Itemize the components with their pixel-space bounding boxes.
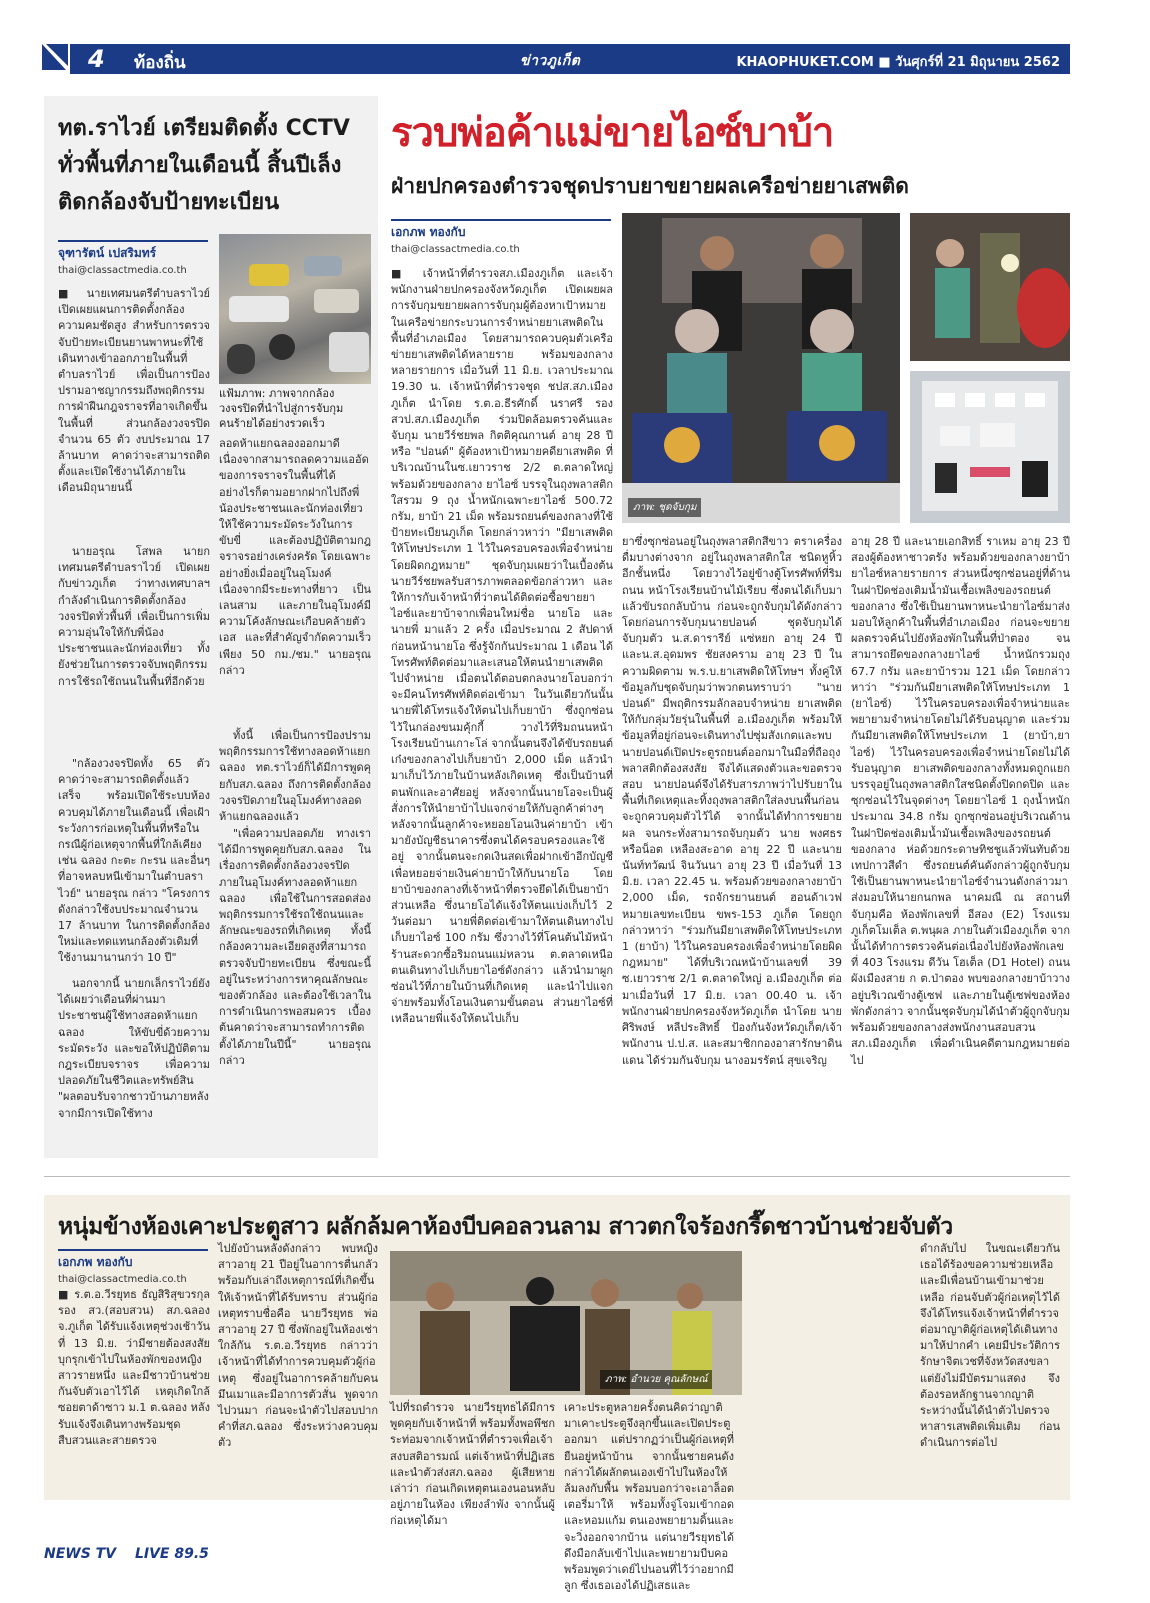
corner-logo-icon (40, 40, 70, 74)
main-subheadline: ฝ่ายปกครองตำรวจชุดปราบยาขยายผลเครือข่ายยาเสพติด (391, 174, 909, 198)
page-number: 4 (88, 45, 105, 73)
main-headline: รวบพ่อค้าแม่ขายไอซ์บาบ้า (391, 110, 834, 156)
bottom-story-byline (58, 1249, 208, 1285)
main-col3: อายุ 28 ปี และนายเอกสิทธิ์ ราเหม อายุ 23 ปี สองผู้ต้องหาชาวตรัง พร้อมด้วยของกลางยาบ้ายาไอซ์หลายรายการ ส่วนหนึ่งซุกซ่อนอยู่ที่ด้านในฝาปิดช่องเติมน้ำมันเชื้อเพลิงของรถยนต์ของกลาง ซึ่งใช้เป็นยานพาหนะนำยาไอซ์มาส่งมอบให้ลูกค้าในพื้นที่อำเภอเมือง ก่อนจะขยายผลตรวจค้นไปยังห้องพักในพื้นที่ป่าตอง จนสามารถยึดของกลางยาไอซ์ น้ำหนักรวมถุง 67.7 กรัม และยาบ้ารวม 121 เม็ด โดยกล่าวหาว่า "ร่วมกันมียาเสพติดให้โทษประเภท 1 (ยาไอซ์) ไว้ในครอบครองเพื่อจำหน่ายและพยายามจำหน่ายโดยไม่ได้รับอนุญาต และร่วมกันมียาเสพติดให้โทษประเภท 1 (ยาบ้า,ยาไอซ์) ไว้ในครอบครองเพื่อจำหน่ายโดยไม่ได้รับอนุญาต ยาเสพติดของกลางทั้งหมดถูกแยกบรรจุอยู่ในถุงพลาสติกใสชนิดตั้งปิดกดปิด และซุกซ่อนไว้ในจุดต่างๆ โดยยาไอซ์ 1 ถุงน้ำหนักประมาณ 34.8 กรัม ถูกซุกซ่อนอยู่บริเวณด้านในฝาปิดช่องเติมน้ำมันเชื้อเพลิงของรถยนต์ของกลาง ห่อด้วยกระดาษทิชชูแล้วพันทับด้วยเทปกาวสีดำ ซึ่งรถยนต์คันดังกล่าวผู้ถูกจับกุมใช้เป็นยานพาหนะนำยาไอซ์จำนวนดังกล่าวมาส่งมอบให้นายกนกพล นาคมณี ณ สถานที่จับกุมคือ ห้องพักเลขที่ อีสอง (E2) โรงแรมภูเก็ตโมเต็ล ต.พนุผล ภายในตัวเมืองภูเก็ต จากนั้นได้ทำการตรวจค้นต่อเนื่องไปยังห้องพักเลขที่ 403 โรงแรม ดีวัน โฮเต็ล (D1 Hotel) ถนนผังเมืองสาย ก ต.ป่าตอง พบของกลางยาบ้าวางอยู่บริเวณข้างตู้เซฟ และภายในตู้เซฟของห้องพักดังกล่าว จากนั้นชุดจับกุมได้นำตัวผู้ถูกจับกุมพร้อมด้วยของกลางส่งพนักงานสอบสวน สภ.เมืองภูเก็ต เพื่อดำเนินคดีตามกฎหมายต่อไป (851, 535, 1070, 1067)
bottom-col2: ไปยังบ้านหลังดังกล่าว พบหญิงสาวอายุ 21 ปีอยู่ในอาการตื่นกลัว พร้อมกับเล่าถึงเหตุการณ์ที่เกิดขึ้นให้เจ้าหน้าที่ได้รับทราบ ส่วนผู้ก่อเหตุทราบชื่อคือ นายวีรยุทธ พ่อสาวอายุ 27 ปี ซึ่งพักอยู่ในห้องเช่าใกล้กัน ร.ต.อ.วีรยุทธ กล่าวว่า เจ้าหน้าที่ได้ทำการควบคุมตัวผู้ก่อเหตุ ซึ่งอยู่ในอาการคล้ายกับคนมึนเมาและมีอาการตัวสั่น พูดจากไปวนมา ก่อนจะนำตัวไปสอบปากคำที่สภ.ฉลอง ซึ่งระหว่างควบคุมตัว (218, 1242, 378, 1450)
author-email: thai@classactmedia.co.th (58, 1274, 187, 1285)
page-header (42, 44, 1070, 74)
left-story (44, 96, 378, 1158)
author-name: เอกภพ ทองกับ (391, 219, 611, 242)
suspect-arrest-photo (390, 1251, 742, 1395)
left-col1-para4: นอกจากนี้ นายกเล็กราไวย์ยังได้เผยว่าเดือนที่ผ่านมา ประชาชนผู้ใช้ทางสอดห้าแยกฉลอง ให้ขับขี่ด้วยความระมัดระวัง และขอให้ปฏิบัติตามกฎระเบียบจราจร เพื่อความปลอดภัยในชีวิตและทรัพย์สิน "ผลตอบรับจากชาวบ้านภายหลังจากมีการเปิดใช้ทาง (58, 977, 210, 1120)
live-radio-logo: LIVE 89.5 (134, 1546, 209, 1562)
left-story-headline: ทต.ราไวย์ เตรียมติดตั้ง CCTV ทั่วพื้นที่ภายในเดือนนี้ สิ้นปีเล็ง ติดกล้องจับป้ายทะเบียน (58, 116, 350, 215)
author-name: เอกภพ ทองกับ (58, 1249, 208, 1272)
seized-drugs-photo (910, 371, 1070, 523)
bottom-col3: ไปที่รถตำรวจ นายวีรยุทธได้มีการพูดคุยกับเจ้าหน้าที่ พร้อมทั้งพอพึชกระท่อมจากเจ้าหน้าที่ตำรวจเพื่อเจ้าสงบสติอารมณ์ แต่เจ้าหน้าที่ปฏิเสธและนำตัวส่งสภ.ฉลอง ผู้เสียหายเล่าว่า ก่อนเกิดเหตุตนเองนอนหลับอยู่ภายในห้อง เพียงลำพัง จากนั้นผู้ก่อเหตุได้มา (390, 1401, 555, 1528)
newstv-logo: NEWS TV (44, 1546, 117, 1562)
main-col2: ยาซึ่งซุกซ่อนอยู่ในถุงพลาสติกสีขาว ตราเครื่องดื่มบางต่างจาก อยู่ในถุงพลาสติกใส ชนิดหูหิ้วอีกชั้นหนึ่ง โดยวางไว้อยู่ข้างตู้โทรศัพท์ที่ริมถนน หน้าโรงเรียนบ้านไม้เรียบ ซึ่งตนได้เก็บมาแล้วขับรถกลับบ้าน ก่อนจะถูกจับกุมได้ดังกล่าว โดยก่อนการจับกุมนายปอนด์ ชุดจับกุมได้จับกุมตัว น.ส.ดารารีย์ แซ่หยก อายุ 24 ปี และน.ส.อุดมพร ชัยสงคราม อายุ 23 ปี ในความผิดตาม พ.ร.บ.ยาเสพติดให้โทษฯ ทั้งคู่ให้ข้อมูลกับชุดจับกุมว่าพวกตนทราบว่า "นายปอนด์" มีพฤติกรรมลักลอบจำหน่าย ยาเสพติดให้กับกลุ่มวัยรุ่นในพื้นที่ อ.เมืองภูเก็ต พร้อมให้ข้อมูลที่อยู่ก่อนจะเดินทางไปซุ่มสังเกตและพบนายปอนด์เปิดประตูรถยนต์ออกมาในมือที่ถือถุงพลาสติกต้องสงสัย จึงได้แสดงตัวและขอตรวจสอบ นายปอนด์จึงได้รับสารภาพว่าไปรับยาในพื้นที่เกิดเหตุและทิ้งถุงพลาสติกใส่ลงบนพื้นก่อนจะถูกควบคุมตัวไว้ได้ จากนั้นได้ทำการขยายผล จนกระทั่งสามารถจับกุมตัว นาย พงศธร หรือน็อต เหลืองสะอาด อายุ 22 ปี และนายนันท์ทวัฒน์ จินวันนา อายุ 23 ปี เมื่อวันที่ 13 มิ.ย. เวลา 22.45 น. พร้อมด้วยของกลางยาบ้า 2,000 เม็ด, รถจักรยานยนต์ ฮอนด้าเวฟ หมายเลขทะเบียน ขพร-153 ภูเก็ต โดยถูกกล่าวหาว่า "ร่วมกันมียาเสพติดให้โทษประเภท 1 (ยาบ้า) ไว้ในครอบครองเพื่อจำหน่ายโดยผิดกฎหมาย" ได้ที่บริเวณหน้าบ้านเลขที่ 39 ซ.เยาวราช 2/1 ต.ตลาดใหญ่ อ.เมืองภูเก็ต ต่อมาเมื่อวันที่ 17 มิ.ย. เวลา 00.40 น. เจ้าพนักงานฝ่ายปกครองจังหวัดภูเก็ต นำโดย นายศิริพงษ์ หลีประสิทธิ์ ป้องกันจังหวัดภูเก็ต/เจ้าพนักงาน ป.ป.ส. และสมาชิกกองอาสารักษาดินแดน ได้ร่วมกันจับกุม นางอมรรัตน์ สุขเจริญ (622, 535, 842, 1067)
left-col2-para2: ทั้งนี้ เพื่อเป็นการป้องปรามพฤติกรรมการใช้ทางลอดห้าแยกฉลอง ทต.ราไวย์ก็ได้มีการพูดคุยกับสภ.ฉลอง ถึงการติดตั้งกล้องวงจรปิดภายในอุโมงค์ทางลอดห้าแยกฉลองแล้ว (219, 729, 371, 824)
bottom-story-headline: หนุ่มข้างห้องเคาะประตูสาว ผลักล้มคาห้องบีบคอลวนลาม สาวตกใจร้องกรี๊ดชาวบ้านช่วยจับตัว (58, 1214, 953, 1240)
photo-credit: ภาพ: ชุดจับกุม (628, 498, 701, 517)
section-name: ท้องถิ่น (134, 53, 186, 73)
left-col1-para2: นายอรุณ โสพล นายกเทศมนตรีตำบลราไวย์ เปิดเผยกับข่าวภูเก็ต ว่าทางเทศบาลฯ กำลังดำเนินการติดตั้งกล้องวงจรปิดทั่วพื้นที่ เพื่อเป็นการเพิ่มความอุ่นใจให้กับพี่น้องประชาชนและนักท่องเที่ยว ทั้งยังช่วยในการตรวจจับพฤติกรรมการใช้รถใช้ถนนในพื้นที่อีกด้วย (58, 545, 210, 688)
main-story-byline (391, 219, 611, 255)
newspaper-brand: ข่าวภูเก็ต (520, 53, 581, 69)
photo-credit: ภาพ: อำนวย คุณลักษณ์ (600, 1370, 712, 1389)
footer-logos (44, 1546, 223, 1562)
left-col2-para3: "เพื่อความปลอดภัย ทางเราได้มีการพูดคุยกับสภ.ฉลอง ในเรื่องการติดตั้งกล้องวงจรปิดภายในอุโมงค์ทางลอดห้าแยกฉลอง เพื่อใช้ในการสอดส่องพฤติกรรมการใช้รถใช้ถนนและลักษณะของรถที่เกิดเหตุ ทั้งนี้กล้องความละเอียดสูงที่สามารถตรวจจับป้ายทะเบียน ซึ่งขณะนี้อยู่ในระหว่างการหาคุณลักษณะของตัวกล้อง และต้องใช้เวลาในการดำเนินการพอสมควร เบื้องต้นคาดว่าจะสามารถทำการติดตั้งได้ภายในปีนี้" นายอรุณ กล่าว (219, 827, 371, 1067)
left-col2-para1: ลอดห้าแยกฉลองออกมาดี เนื่องจากสามารถลดความแออัดของการจราจรในพื้นที่ได้อย่างไรก็ตามอยากฝากไปถึงพี่น้องประชาชนและนักท่องเที่ยวให้ใช้ความระมัดระวังในการขับขี่ และต้องปฏิบัติตามกฎจราจรอย่างเคร่งครัด โดยเฉพาะอย่างยิ่งเมื่ออยู่ในอุโมงค์ เนื่องจากมีระยะทางที่ยาว เป็นเลนสาม และภายในอุโมงค์มีความโค้งลักษณะเกือบคล้ายตัวเอส และที่สำคัญจำกัดความเร็วเพียง 50 กม./ชม." นายอรุณ กล่าว (219, 437, 371, 677)
author-email: thai@classactmedia.co.th (391, 244, 520, 255)
section-divider (44, 1176, 1070, 1177)
site-and-date: KHAOPHUKET.COM ■ วันศุกร์ที่ 21 มิถุนายน 2562 (736, 55, 1060, 70)
left-photo-caption: แฟ้มภาพ: ภาพจากกล้องวงจรปิดที่นำไปสู่การจับกุมคนร้ายได้อย่างรวดเร็ว (219, 387, 344, 430)
bottom-col4: เคาะประตูหลายครั้งตนคิดว่าญาติมาเคาะประตูจึงลุกขึ้นและเปิดประตูออกมา แต่ปรากฏว่าเป็นผู้ก่อเหตุที่ยืนอยู่หน้าบ้าน จากนั้นชายคนดังกล่าวได้ผลักตนเองเข้าไปในห้องให้ล้มลงกับพื้น พร้อมบอกว่าจะเอาล็อตเตอรี่มาให้ พร้อมทั้งจู่โจมเข้ากอดและหอมแก้ม ตนเองพยายามดิ้นและจะวิ่งออกจากบ้าน แต่นายวีรยุทธได้ดึงมือกลับเข้าไปและพยายามบีบคอพร้อมพูดว่าเดย์ไปนอนที่ไว้ว่าอยากมีลูก ซึ่งเธอเองได้ปฏิเสธและ (564, 1401, 734, 1593)
author-email: thai@classactmedia.co.th (58, 265, 187, 276)
bottom-col5: ดำกลับไป ในขณะเดียวกันเธอได้ร้องขอความช่วยเหลือ และมีเพื่อนบ้านเข้ามาช่วยเหลือ ก่อนจับตัวผู้ก่อเหตุไว้ได้ จึงได้โทรแจ้งเจ้าหน้าที่ตำรวจ ต่อมาญาติผู้ก่อเหตุได้เดินทางมาให้ปากคำ เคยมีประวัติการรักษาจิตเวชที่จังหวัดสงขลา แต่ยังไม่มีบัตรมาแสดง จึงต้องรอหลักฐานจากญาติ ระหว่างนั้นได้นำตัวไปตรวจหาสารเสพติดเพิ่มเติม ก่อนดำเนินการต่อไป (920, 1242, 1060, 1450)
traffic-cctv-photo (219, 234, 371, 384)
left-story-byline (58, 240, 208, 276)
raid-photo (910, 213, 1070, 361)
main-col1: ■ เจ้าหน้าที่ตำรวจสภ.เมืองภูเก็ต และเจ้าพนักงานฝ่ายปกครองจังหวัดภูเก็ต เปิดเผยผลการจับกุมขยายผลการจับกุมผู้ต้องหาเป้าหมายในเครือข่ายกระบวนการจำหน่ายยาเสพติดในพื้นที่อำเภอเมือง โดยสามารถควบคุมตัวเครือข่ายยาเสพติดได้หลายราย พร้อมของกลางหลายรายการ เมื่อวันที่ 11 มิ.ย. เวลาประมาณ 19.30 น. เจ้าหน้าที่ตำรวจชุด ชปส.สภ.เมืองภูเก็ต นำโดย ร.ต.อ.ธีรศักดิ์ นราศรี รอง สวป.สภ.เมืองภูเก็ต ร่วมปิดล้อมตรวจค้นและจับกุม นายวีร์ชยพล กิตติคุณกานต์ อายุ 28 ปี หรือ "ปอนด์" ผู้ต้องหาเป้าหมายคดียาเสพติด ที่บริเวณบ้านในซ.เยาวราช 2/2 ต.ตลาดใหญ่ พร้อมด้วยของกลาง ยาไอซ์ บรรจุในถุงพลาสติกใสรวม 9 ถุง น้ำหนักเฉพาะยาไอซ์ 500.72 กรัม, ยาบ้า 21 เม็ด พร้อมรถยนต์ของกลางที่ใช้ป้ายทะเบียนภูเก็ต โดยกล่าวหาว่า "มียาเสพติดให้โทษประเภท 1 ไว้ในครอบครองเพื่อจำหน่ายโดยผิดกฎหมาย" ชุดจับกุมเผยว่าในเบื้องต้นนายวีร์ชยพลรับสารภาพตลอดข้อกล่าวหา และให้การกับเจ้าหน้าที่ว่าตนได้ติดต่อซื้อขายยาไอซ์และยาบ้าจากเพื่อนใหม่ชื่อ นายโอ และนายพี่ มาแล้ว 2 ครั้ง เมื่อประมาณ 2 สัปดาห์ก่อนหน้านายโอ ซึ่งรู้จักกันประมาณ 1 เดือน ได้โทรศัพท์ติดต่อมาและเสนอให้ตนนำยาเสพติดไปจำหน่าย เมื่อตนได้ตอบตกลงนายโอบอกว่าจะมีคนโทรศัพท์ติดต่อเข้ามา ในวันเดียวกันนั้นนายพี่ได้โทรแจ้งให้ตนไปเก็บยาบ้า ซึ่งถูกซ่อนไว้ในกล่องขนมคุ้กกี้ วางไว้ที่ริมถนนหน้าโรงเรียนบ้านเกาะโล่ จากนั้นตนจึงได้ขับรถยนต์เก๋งของกลางไปเก็บยาบ้า 2,000 เม็ด แล้วนำมาเก็บไว้ภายในบ้านหลังเกิดเหตุ ซึ่งเป็นบ้านที่ตนพักและอาศัยอยู่ หลังจากนั้นนายโอจะเป็นผู้สั่งการให้นำยาบ้าไปแจกจ่ายให้กับลูกค้าต่างๆ หลังจากนั้นลูกค้าจะหยอยโอนเงินค่ายาบ้า เข้ามายังบัญชีธนาคารซึ่งตนได้ครอบครองและใช้อยู่ จากนั้นตนจะกดเงินสดเพื่อฝากเข้าอีกบัญชี เพื่อหยอยจ่ายเงินค่ายาบ้าให้กับนายโอ โดยยาบ้าของกลางที่เจ้าหน้าที่ตรวจยึดได้เป็นยาบ้าส่วนเหลือ ซึ่งนายโอได้แจ้งให้ตนแบ่งเก็บไว้ 2 วันต่อมา นายพี่ติดต่อเข้ามาให้ตนเดินทางไปเก็บยาไอซ์ 100 กรัม ซึ่งวางไว้ที่โคนต้นไม้หน้าร้านสะดวกซื้อริมถนนแม่หลวน ต.ตลาดเหนือ ตนเดินทางไปเก็บยาไอซ์ดังกล่าว แล้วนำมาผูกซ่อนไว้ที่ภายในบ้านที่เกิดเหตุ และนำไปแจกจ่ายพร้อมทั้งโอนเงินตามขั้นตอน ส่วนยาไอซ์ที่เหลือนายพี่แจ้งให้ตนไปเก็บ (391, 267, 613, 1026)
author-name: จุฑารัตน์ เปสริมทร์ (58, 240, 208, 263)
left-col1-para1: ■ นายเทศมนตรีตำบลราไวย์ เปิดเผยแผนการติดตั้งกล้องความคมชัดสูง สำหรับการตรวจจับป้ายทะเบียนยานพาหนะที่ใช้เดินทางเข้าออกภายในพื้นที่ตำบลราไวย์ เพื่อเป็นการป้องปรามอาชญากรรมถึงพฤติกรรมการฝ่าฝืนกฎจราจรที่อาจเกิดขึ้นในพื้นที่ ส่วนกล้องวงจรปิดจำนวน 65 ตัว งบประมาณ 17 ล้านบาท คาดว่าจะสามารถติดตั้งและเปิดใช้งานได้ภายในเดือนมิถุนายนนี้ (58, 287, 210, 495)
left-col1-para3: "กล้องวงจรปิดทั้ง 65 ตัว คาดว่าจะสามารถติดตั้งแล้วเสร็จ พร้อมเปิดใช้ระบบห้องควบคุมได้ภายในเดือนนี้ เพื่อเฝ้าระวังการก่อเหตุในพื้นที่หรือในกรณีผู้ก่อเหตุจากพื้นที่ใกล้เคียง เช่น ฉลอง กะตะ กะรน และอื่นๆ ที่อาจหลบหนีเข้ามาในตำบลราไวย์" นายอรุณ กล่าว "โครงการดังกล่าวใช้งบประมาณจำนวน 17 ล้านบาท ในการติดตั้งกล้องใหม่และทดแทนกล้องตัวเดิมที่ใช้งานมานานกว่า 10 ปี" (58, 757, 210, 965)
bottom-col1: ■ ร.ต.อ.วีรยุทธ ธัญสิริสุขวรกุล รอง สว.(สอบสวน) สภ.ฉลอง จ.ภูเก็ต ได้รับแจ้งเหตุช่วงเช้าวันที่ 13 มิ.ย. ว่ามีชายต้องสงสัยบุกรุกเข้าไปในห้องพักของหญิงสาวรายหนึ่ง และมีชาวบ้านช่วยกันจับตัวเอาไว้ได้ เหตุเกิดใกล้ซอยตาด้าซาว ม.1 ต.ฉลอง หลังรับแจ้งจึงเดินทางพร้อมชุดสืบสวนและสายตรวจ (58, 1288, 210, 1447)
arrest-photo (622, 213, 900, 523)
